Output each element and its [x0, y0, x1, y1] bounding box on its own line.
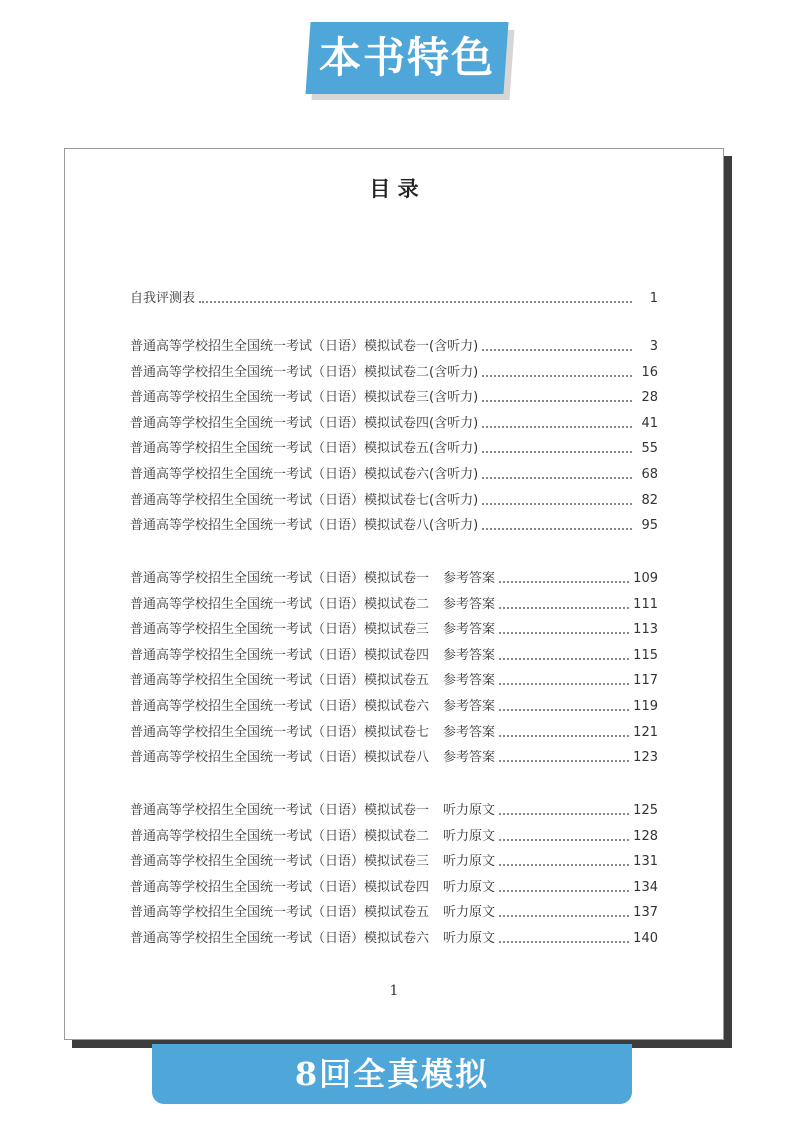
toc-entry-section: 参考答案: [443, 596, 496, 612]
toc-entry: [130, 363, 658, 383]
bottom-banner: [152, 1044, 632, 1104]
toc-entry-label: 普通高等学校招生全国统一考试（日语）模拟试卷四: [130, 879, 430, 895]
toc-entry-section: 参考答案: [443, 724, 496, 740]
toc-entry-page: 123: [633, 750, 658, 766]
dot-leader: [482, 451, 632, 453]
toc-entry-label: 普通高等学校招生全国统一考试（日语）模拟试卷三: [130, 622, 430, 638]
toc-entry-section: 听力原文: [443, 828, 496, 844]
toc-entry-label: 普通高等学校招生全国统一考试（日语）模拟试卷四(含听力): [130, 415, 479, 431]
toc-entry-section: 参考答案: [443, 699, 496, 714]
toc-entry: [130, 491, 658, 511]
toc-entry-page: 125: [633, 803, 658, 818]
dot-leader: [499, 915, 629, 917]
toc-entry-page: 121: [633, 724, 658, 740]
toc-entry: [130, 852, 658, 872]
toc-entry-section: 听力原文: [443, 803, 496, 818]
toc-entry-label: 普通高等学校招生全国统一考试（日语）模拟试卷八: [130, 750, 430, 766]
toc-entry-label: 普通高等学校招生全国统一考试（日语）模拟试卷七: [130, 724, 430, 740]
toc-entry-label: 普通高等学校招生全国统一考试（日语）模拟试卷二: [130, 596, 430, 612]
dot-leader: [499, 760, 629, 762]
toc-entry-page: 68: [641, 467, 658, 482]
feature-banner: [308, 22, 516, 102]
toc-entry-label: 普通高等学校招生全国统一考试（日语）模拟试卷一: [130, 571, 430, 586]
dot-leader: [199, 301, 632, 303]
dot-leader: [499, 890, 629, 892]
toc-entry-page: 28: [641, 390, 658, 406]
toc-entry-page: 140: [633, 931, 658, 946]
toc-entry-label: 普通高等学校招生全国统一考试（日语）模拟试卷六(含听力): [130, 467, 479, 482]
dot-leader: [499, 658, 629, 660]
toc-entry: [130, 595, 658, 615]
toc-entry-section: 听力原文: [443, 905, 496, 921]
toc-entry-page: 82: [641, 492, 658, 508]
toc-entry-label: 普通高等学校招生全国统一考试（日语）模拟试卷二(含听力): [130, 364, 479, 380]
page-number: 1: [389, 983, 399, 999]
toc-page: [64, 148, 724, 1040]
toc-entry-page: 137: [633, 905, 658, 921]
dot-leader: [499, 864, 629, 866]
toc-entry-page: 55: [641, 441, 658, 457]
dot-leader: [499, 632, 629, 634]
toc-entry-section: 参考答案: [443, 622, 496, 638]
toc-entry-page: 119: [633, 699, 658, 714]
toc-entry: [130, 723, 658, 743]
toc-entry-label: 普通高等学校招生全国统一考试（日语）模拟试卷八(含听力): [130, 518, 479, 534]
toc-entry-page: 128: [633, 828, 658, 844]
toc-entry: [130, 414, 658, 434]
toc-entry-label: 普通高等学校招生全国统一考试（日语）模拟试卷一(含听力): [130, 339, 479, 354]
toc-entry-label: 普通高等学校招生全国统一考试（日语）模拟试卷五: [130, 905, 430, 921]
toc-entry: [130, 569, 658, 589]
toc-entry: [130, 646, 658, 666]
toc-entry-page: 117: [633, 673, 658, 689]
toc-entry-label: 普通高等学校招生全国统一考试（日语）模拟试卷六: [130, 931, 430, 946]
toc-entry: [130, 465, 658, 485]
toc-entry-page: 131: [633, 854, 658, 870]
toc-entry-page: 41: [641, 415, 658, 431]
dot-leader: [499, 839, 629, 841]
dot-leader: [499, 941, 629, 943]
toc-entry: [130, 878, 658, 898]
toc-entry-label: 普通高等学校招生全国统一考试（日语）模拟试卷六: [130, 699, 430, 714]
dot-leader: [482, 528, 632, 530]
toc-entry: [130, 748, 658, 768]
toc-entry-section: 参考答案: [443, 571, 496, 586]
toc-entry: [130, 289, 658, 309]
toc-entry-page: 3: [649, 339, 658, 354]
toc-entry-page: 1: [649, 291, 658, 306]
toc-entry: [130, 337, 658, 357]
toc-entry-section: 参考答案: [443, 750, 496, 766]
toc-entry: [130, 903, 658, 923]
toc-entry: [130, 516, 658, 536]
toc-entry: [130, 620, 658, 640]
dot-leader: [482, 375, 632, 377]
toc-entry-page: 113: [633, 622, 658, 638]
toc-entry-label: 普通高等学校招生全国统一考试（日语）模拟试卷七(含听力): [130, 492, 479, 508]
toc-entry: [130, 671, 658, 691]
toc-entry-section: 听力原文: [443, 879, 496, 895]
toc-entry-page: 134: [633, 879, 658, 895]
toc-entry-label: 普通高等学校招生全国统一考试（日语）模拟试卷五(含听力): [130, 441, 479, 457]
dot-leader: [499, 607, 629, 609]
toc-entry-section: 听力原文: [443, 854, 496, 870]
toc-entry-page: 16: [641, 364, 658, 380]
dot-leader: [499, 581, 629, 583]
toc-entry: [130, 388, 658, 408]
toc-entry-section: 参考答案: [443, 673, 496, 689]
toc-entry-page: 109: [633, 571, 658, 586]
toc-entry-label: 普通高等学校招生全国统一考试（日语）模拟试卷二: [130, 828, 430, 844]
dot-leader: [499, 683, 629, 685]
dot-leader: [482, 349, 632, 351]
dot-leader: [499, 735, 629, 737]
dot-leader: [482, 400, 632, 402]
banner-title: 本书特色: [318, 33, 495, 82]
toc-entry-label: 自我评测表: [130, 291, 196, 306]
dot-leader: [482, 503, 632, 505]
toc-entry-section: 听力原文: [443, 931, 496, 946]
toc-entry-label: 普通高等学校招生全国统一考试（日语）模拟试卷四: [130, 647, 430, 663]
toc-entry-label: 普通高等学校招生全国统一考试（日语）模拟试卷三(含听力): [130, 390, 479, 406]
toc-entry-label: 普通高等学校招生全国统一考试（日语）模拟试卷五: [130, 673, 430, 689]
toc-entry-page: 111: [633, 596, 658, 612]
toc-entry: [130, 801, 658, 821]
toc-entry-label: 普通高等学校招生全国统一考试（日语）模拟试卷一: [130, 803, 430, 818]
toc-title: 目 录: [369, 176, 419, 201]
toc-entry-page: 95: [641, 518, 658, 534]
toc-entry-section: 参考答案: [443, 647, 496, 663]
toc-entry: [130, 697, 658, 717]
dot-leader: [499, 709, 629, 711]
toc-entry: [130, 827, 658, 847]
dot-leader: [482, 426, 632, 428]
dot-leader: [499, 813, 629, 815]
bottom-banner-title: 8回全真模拟: [294, 1055, 490, 1093]
toc-entry-page: 115: [633, 647, 658, 663]
dot-leader: [482, 477, 632, 479]
toc-entry: [130, 929, 658, 949]
toc-entry: [130, 439, 658, 459]
toc-entry-label: 普通高等学校招生全国统一考试（日语）模拟试卷三: [130, 854, 430, 870]
